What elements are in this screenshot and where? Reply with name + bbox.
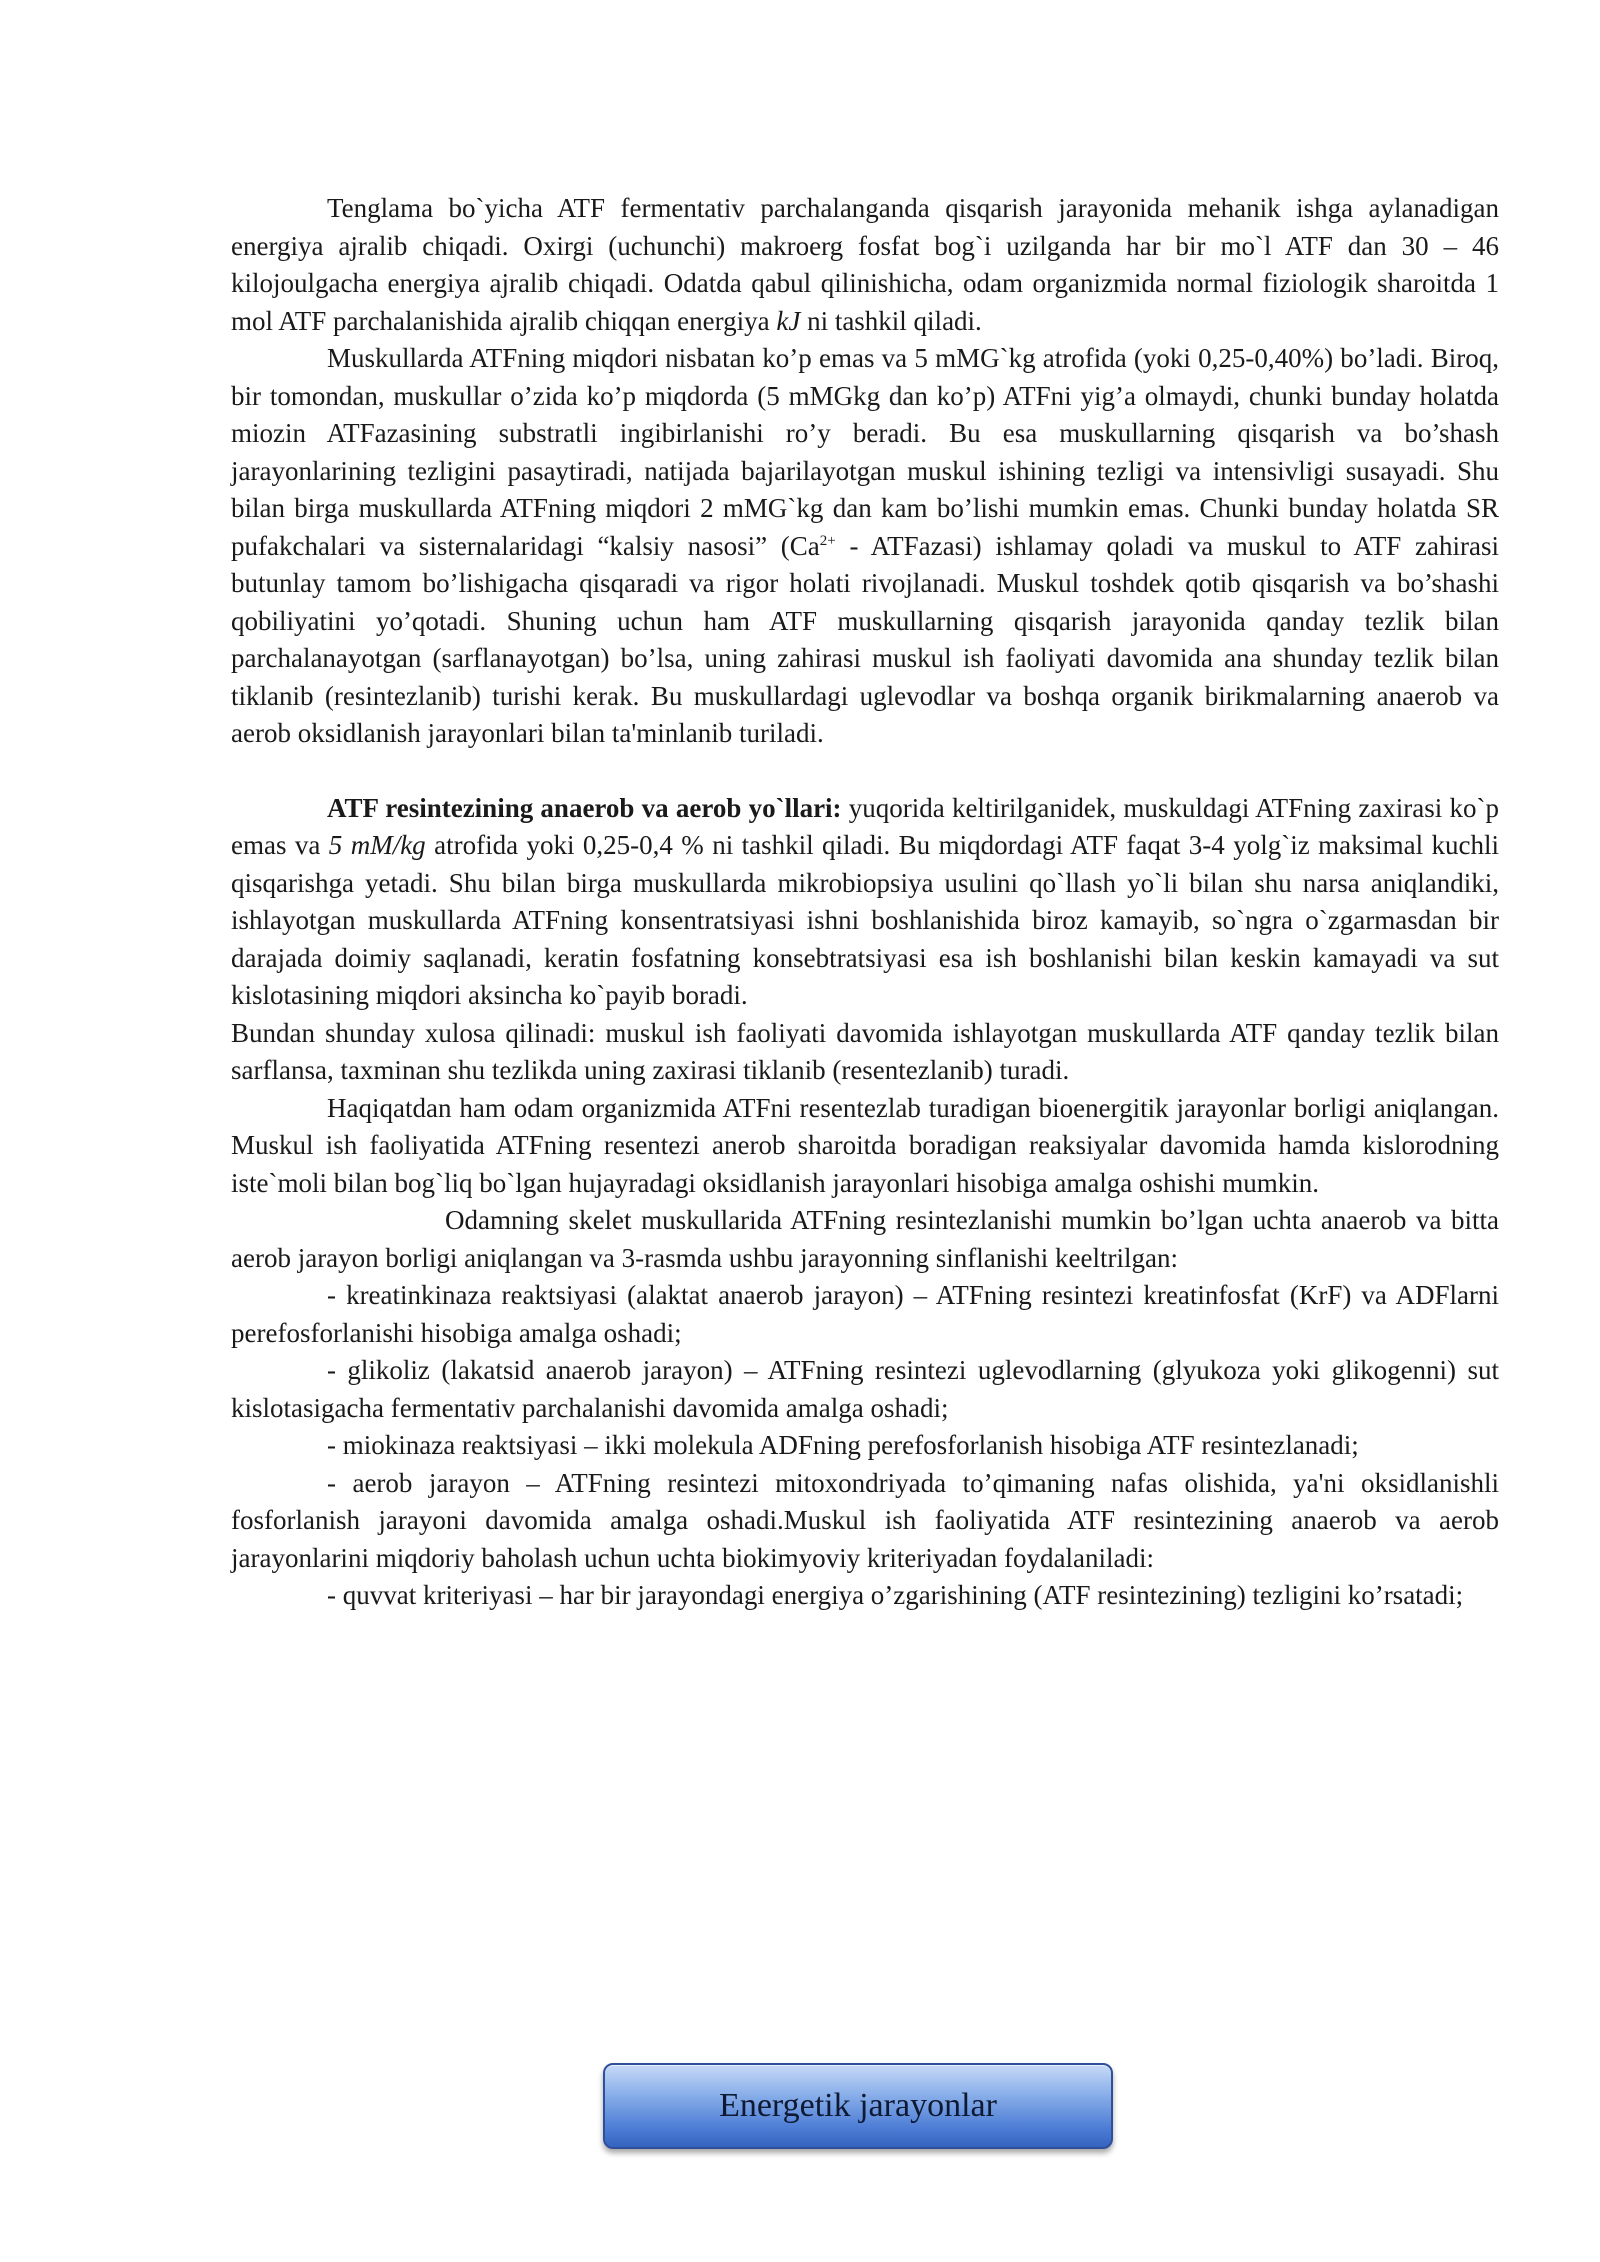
section-heading: ATF resintezining anaerob va aerob yo`llari: <box>327 792 842 823</box>
list-item: - quvvat kriteriyasi – har bir jarayondagi energiya o’zgarishining (ATF resintezining) tezligini ko’rsatadi; <box>327 1580 1464 1610</box>
energetik-jarayonlar-button[interactable]: Energetik jarayonlar <box>603 2063 1113 2149</box>
unit-text: kJ <box>776 305 801 336</box>
list-item: - aerob jarayon – ATFning resintezi mitoxondriyada to’qimaning nafas olishida, ya'ni oksidlanishli fosforlanish jarayoni davomida amalga oshadi.Muskul ish faoliyatida ATF resintezining anaerob va aerob jarayonlarini miqdoriy baholash uchun uchta biokimyoviy kriteriyadan foydalaniladi: <box>231 1467 1499 1573</box>
paragraph-text: - ATFazasi) ishlamay qoladi va muskul to ATF zahirasi butunlay tamom bo’lishigacha qisqaradi va rigor holati rivojlanadi. Muskul toshdek qotib qisqarish va bo’shashi qobiliyatini yo’qotadi. Shuning uchun ham ATF muskullarning qisqarish jarayonida qanday tezlik bilan parchalanayotgan (sarflanayotgan) bo’lsa, uning zahirasi muskul ish faoliyati davomida ana shunday tezlik bilan tiklanib (resintezlanib) turishi kerak. Bu muskullardagi uglevodlar va boshqa organik birikmalarning anaerob va aerob oksidlanish jarayonlari bilan ta'minlanib turiladi. <box>231 530 1499 748</box>
paragraph-text: ni tashkil qiladi. <box>800 305 982 336</box>
paragraph-atf-amount <box>231 340 1499 753</box>
list-item: - miokinaza reaktsiyasi – ikki molekula ADFning perefosforlanish hisobiga ATF resintezlanadi; <box>327 1430 1359 1460</box>
superscript: 2+ <box>819 532 836 549</box>
paragraph-resynthesis <box>231 790 1499 1015</box>
unit-text: 5 mM/kg <box>328 830 426 860</box>
paragraph-text: Muskullarda ATFning miqdori nisbatan ko’p emas va 5 mMG`kg atrofida (yoki 0,25-0,40%) bo’ladi. Biroq, bir tomondan, muskullar o’zida ko’p miqdorda (5 mMGkg dan ko’p) ATFni yig’a olmaydi, chunki bunday holatda miozin ATFazasining substratli ingibirlanishi ro’y beradi. Bu esa muskullarning qisqarish va bo’shash jarayonlarining tezligini pasaytiradi, natijada bajarilayotgan muskul ishining tezligi va intensivligi susayadi. Shu bilan birga muskullarda ATFning miqdori 2 mMG`kg dan kam bo’lishi mumkin emas. Chunki bunday holatda SR pufakchalari va sisternalaridagi “kalsiy nasosi” (Ca <box>231 343 1499 561</box>
paragraph-text: atrofida yoki 0,25-0,4 % ni tashkil qiladi. Bu miqdordagi ATF faqat 3-4 yolg`iz maksimal kuchli qisqarishga yetadi. Shu bilan birga muskullarda mikrobiopsiya usulini qo`llash yo`li bilan shu narsa aniqlandiki, ishlayotgan muskullarda ATFning konsentratsiyasi ishni boshlanishida biroz kamayib, so`ngra o`zgarmasdan bir darajada doimiy saqlanadi, keratin fosfatning konsebtratsiyasi esa ish boshlanishi bilan keskin kamayadi va sut kislotasining miqdori aksincha ko`payib boradi. <box>231 830 1499 1010</box>
paragraph-bioenergetic: Haqiqatdan ham odam organizmida ATFni resentezlab turadigan bioenergitik jarayonlar borligi aniqlangan. Muskul ish faoliyatida ATFning resentezi anerob sharoitda boradigan reaksiyalar davomida hamda kislorodning iste`moli bilan bog`liq bo`lgan hujayradagi oksidlanish jarayonlari hisobiga amalga oshishi mumkin. <box>231 1092 1499 1198</box>
list-item: - kreatinkinaza reaktsiyasi (alaktat anaerob jarayon) – ATFning resintezi kreatinfosfat (KrF) va ADFlarni perefosforlanishi hisobiga amalga oshadi; <box>231 1280 1499 1348</box>
spacer <box>231 753 1499 790</box>
paragraph-atf-energy <box>231 190 1499 340</box>
paragraph-processes: Odamning skelet muskullarida ATFning resintezlanishi mumkin bo’lgan uchta anaerob va bitta aerob jarayon borligi aniqlangan va 3-rasmda ushbu jarayonning sinflanishi keeltrilgan: <box>231 1205 1499 1273</box>
list-item: - glikoliz (lakatsid anaerob jarayon) – ATFning resintezi uglevodlarning (glyukoza yoki glikogenni) sut kislotasigacha fermentativ parchalanishi davomida amalga oshadi; <box>231 1355 1499 1423</box>
document-body <box>231 190 1499 1615</box>
paragraph-text: Tenglama bo`yicha ATF fermentativ parchalanganda qisqarish jarayonida mehanik ishga aylanadigan energiya ajralib chiqadi. Oxirgi (uchunchi) makroerg fosfat bog`i uzilganda har bir mo`l ATF dan 30 – 46 kilojoulgacha energiya ajralib chiqadi. Odatda qabul qilinishicha, odam organizmida normal fiziologik sharoitda 1 mol ATF parchalanishida ajralib chiqqan energiya <box>231 193 1499 336</box>
paragraph-conclusion: Bundan shunday xulosa qilinadi: muskul ish faoliyati davomida ishlayotgan muskullarda ATF qanday tezlik bilan sarflansa, taxminan shu tezlikda uning zaxirasi tiklanib (resentezlanib) turadi. <box>231 1017 1499 1085</box>
paragraph-text: yuqorida keltirilganidek, muskuldagi ATFning zaxirasi ko`p emas va <box>231 792 1499 860</box>
